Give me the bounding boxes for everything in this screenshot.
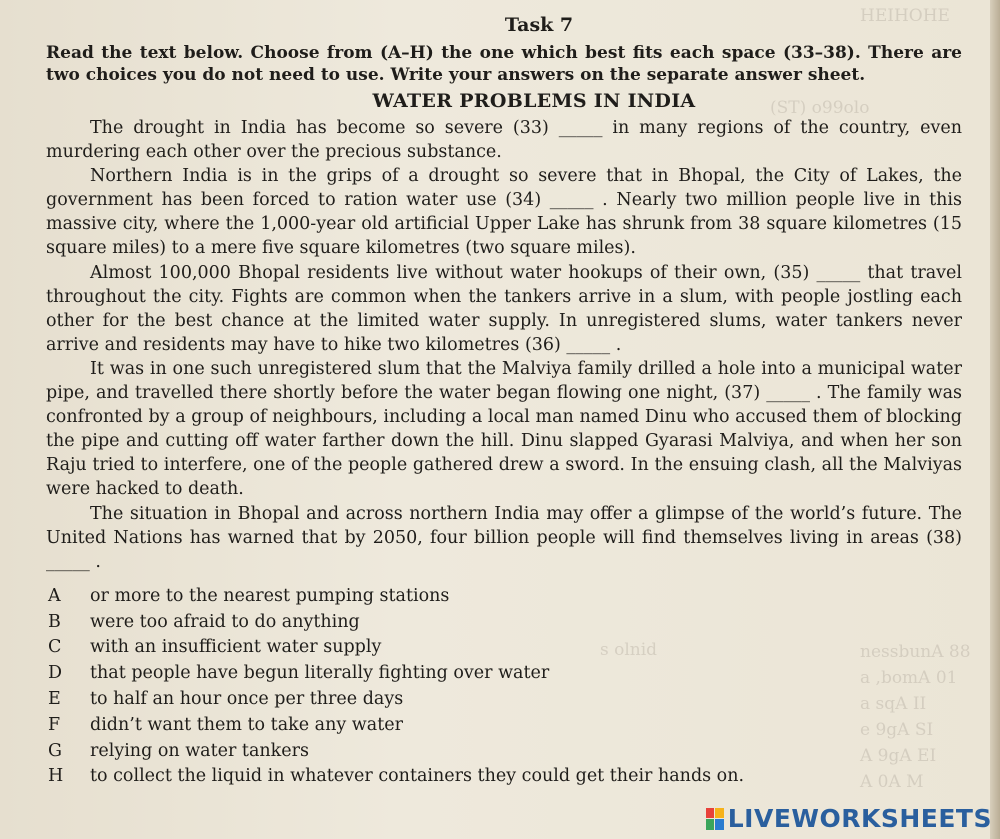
option-text: with an insufficient water supply <box>90 637 382 658</box>
option-letter: B <box>48 611 61 632</box>
liveworksheets-logo[interactable] <box>706 804 992 833</box>
option-item <box>46 584 962 610</box>
option-text: to collect the liquid in whatever containers they could get their hands on. <box>90 766 745 787</box>
option-text: didn’t want them to take any water <box>90 714 403 735</box>
option-text: were too afraid to do anything <box>90 611 360 632</box>
answer-options <box>46 584 962 790</box>
task-title: Task 7 <box>504 14 574 36</box>
option-letter: C <box>48 637 62 658</box>
option-letter: A <box>48 585 61 606</box>
option-item <box>46 764 962 790</box>
reading-text <box>46 116 962 574</box>
paragraph: Northern India is in the grips of a drought so severe that in Bhopal, the City of Lakes, the government has been forced to ration water use (34) _____ . Nearly two million people live in this massive city, where the 1,000-year old artificial Upper Lake has shrunk from 38 square kilometres (15 square miles) to a mere five square kilometres (two square miles). <box>46 166 962 259</box>
option-letter: F <box>48 714 61 735</box>
option-text: to half an hour once per three days <box>90 688 404 709</box>
option-item <box>46 635 962 661</box>
option-letter: H <box>48 766 64 787</box>
paragraph: The drought in India has become so severe (33) _____ in many regions of the country, even murdering each other over the precious substance. <box>46 118 962 163</box>
option-letter: G <box>48 740 62 761</box>
option-letter: E <box>48 688 61 709</box>
paragraph: It was in one such unregistered slum that the Malviya family drilled a hole into a municipal water pipe, and travelled there shortly before the water began flowing one night, (37) _____ . The family was confronted by a group of neighbours, including a local man named Dinu who accused them of blocking the pipe and cutting off water farther down the hill. Dinu slapped Gyarasi Malviya, and when her son Raju tried to interfere, one of the people gathered drew a sword. In the ensuing clash, all the Malviyas were hacked to death. <box>46 358 962 500</box>
logo-icon <box>706 808 724 830</box>
option-item <box>46 661 962 687</box>
option-item <box>46 739 962 765</box>
instructions: Read the text below. Choose from (A–H) the one which best fits each space (33–38). There are two choices you do not need to use. Write your answers on the separate answer sheet. <box>46 43 962 85</box>
paragraph: Almost 100,000 Bhopal residents live without water hookups of their own, (35) _____ that travel throughout the city. Fights are common when the tankers arrive in a slum, with people jostling each other for the best chance at the limited water supply. In unregistered slums, water tankers never arrive and residents may have to hike two kilometres (36) _____ . <box>46 262 962 355</box>
option-item <box>46 687 962 713</box>
page-edge-shadow <box>990 0 1000 839</box>
option-letter: D <box>48 663 63 684</box>
paragraph: The situation in Bhopal and across northern India may offer a glimpse of the world’s future. The United Nations has warned that by 2050, four billion people will find themselves living in areas (38) _____ . <box>46 503 962 572</box>
text-title: WATER PROBLEMS IN INDIA <box>372 90 696 112</box>
worksheet-content <box>46 14 962 790</box>
logo-text: LIVEWORKSHEETS <box>727 804 992 833</box>
option-text: or more to the nearest pumping stations <box>90 585 450 606</box>
option-text: relying on water tankers <box>90 740 309 761</box>
option-item <box>46 610 962 636</box>
scanned-page: HEIHOHE (ST) o99olo s olnid nessbunA 88 a ,bomA 01 a sqA II e 9gA SI A 9gA EI A 0A M Task 7 Read the text below. Choose from (A–H) the one which best fits each space (33–38). There are two choices you do not need to use. Write your answers on the separate answer sheet. WATER PROBLEMS IN INDIA The drought in India has become so severe (33) _____ in many regions of the country, even murdering each other over the precious substance. Northern India is in the grips of a drought so severe that in Bhopal, the City of Lakes, the government has been forced to ration water use (34) _____ . Nearly two million people live in this massive city, where the 1,000-year old artificial Upper Lake has shrunk from 38 square kilometres (15 square miles) to a mere five square kilometres (two square miles). Almost 100,000 Bhopal residents live without water hookups of their own, (35) _____ that travel throughout the city. Fights are common when the tankers arrive in a slum, with people jostling each other for the best chance at the limited water supply. In unregistered slums, water tankers never arrive and residents may have to hike two kilometres (36) _____ . It was in one such unregistered slum that the Malviya family drilled a hole into a municipal water pipe, and travelled there shortly before the water began flowing one night, (37) _____ . The family was confronted by a group of neighbours, including a local man named Dinu who accused them of blocking the pipe and cutting off water farther down the hill. Dinu slapped Gyarasi Malviya, and when her son Raju tried to interfere, one of the people gathered drew a sword. In the ensuing clash, all the Malviyas were hacked to death. The situation in Bhopal and across northern India may offer a glimpse of the world’s future. The United Nations has warned that by 2050, four billion people will find themselves living in areas (38) _____ . A or more to the nearest pumping stations B were too afraid to do anything C with an insufficient water supply D that people have begun literally fighting over water E to half an hour once per three days F didn’t want them to take any water G relying on water tankers H to collect the liquid in whatever containers they could get their hands on. LIVEWORKSHEETS <box>0 0 1000 839</box>
option-item <box>46 713 962 739</box>
option-text: that people have begun literally fighting over water <box>90 663 550 684</box>
